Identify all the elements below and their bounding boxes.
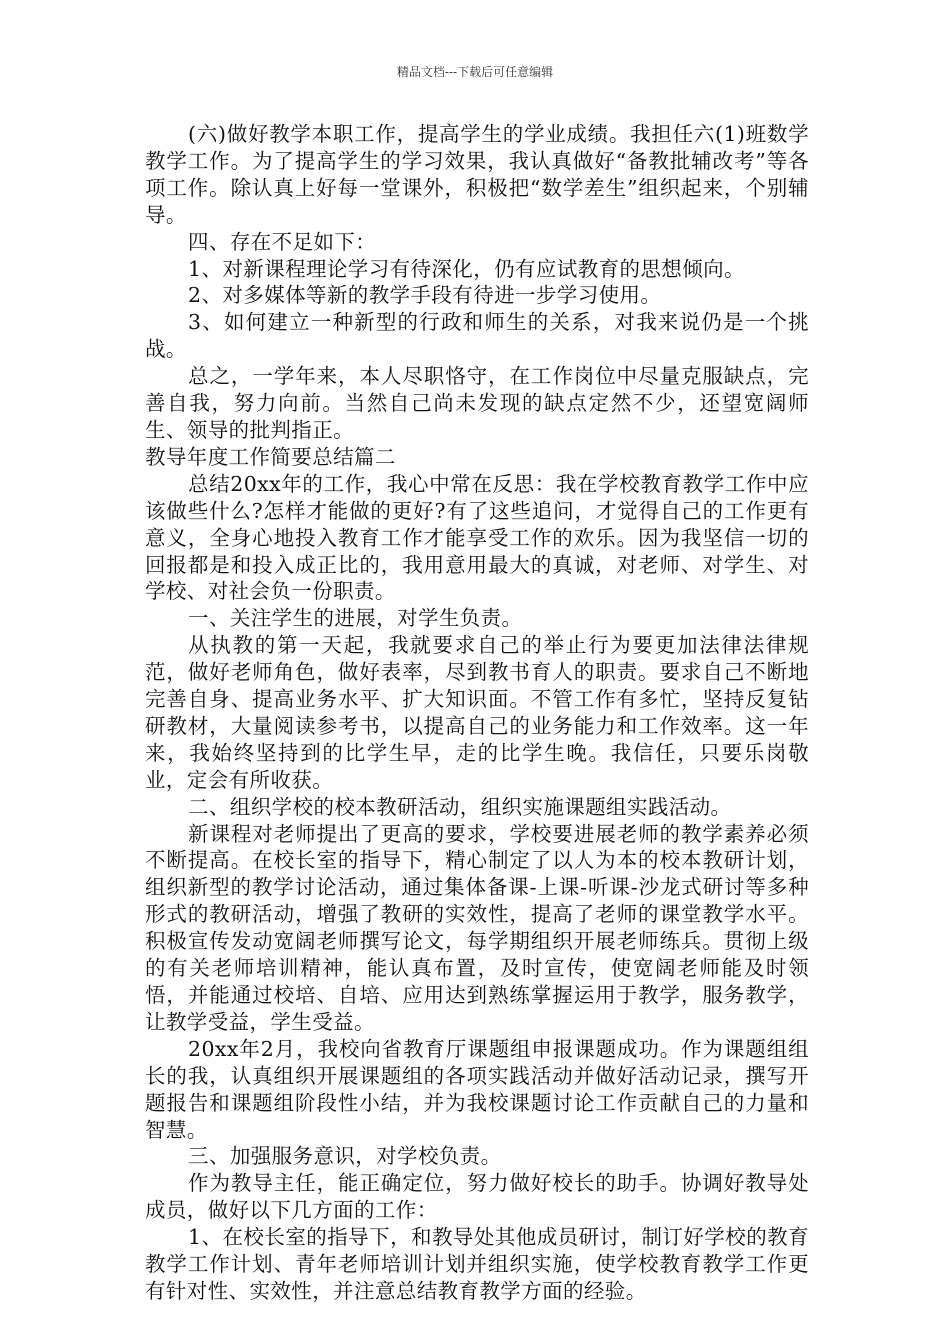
paragraph: 从执教的第一天起，我就要求自己的举止行为要更加法律法律规范，做好老师角色，做好表率，尽到教书育人的职责。要求自己不断地完善自身、提高业务水平、扩大知识面。不管工作有多忙，坚持反复钻研教材，大量阅读参考书，以提高自己的业务能力和工作效率。这一年来，我始终坚持到的比学生早，走的比学生晚。我信任，只要乐岗敬业，定会有所收获。 — [145, 633, 809, 792]
paragraph: 作为教导主任，能正确定位，努力做好校长的助手。协调好教导处成员，做好以下几方面的工作： — [145, 1171, 809, 1223]
list-item: 2、对多媒体等新的教学手段有待进一步学习使用。 — [188, 283, 662, 308]
document-body — [145, 121, 809, 1305]
list-item: 3、如何建立一种新型的行政和师生的关系，对我来说仍是一个挑战。 — [145, 310, 809, 362]
paragraph: 总之，一学年来，本人尽职恪守，在工作岗位中尽量克服缺点，完善自我，努力向前。当然自己尚未发现的缺点定然不少，还望宽阔师生、领导的批判指正。 — [145, 364, 809, 442]
section-heading: 四、存在不足如下： — [188, 229, 377, 254]
paragraph: 20xx年2月，我校向省教育厅课题组申报课题成功。作为课题组组长的我，认真组织开展课题组的各项实践活动并做好活动记录，撰写开题报告和课题组阶段性小结，并为我校课题讨论工作贡献自己的力量和智慧。 — [145, 1036, 809, 1142]
paragraph: 总结20xx年的工作，我心中常在反思：我在学校教育教学工作中应该做些什么?怎样才能做的更好?有了这些追问，才觉得自己的工作更有意义，全身心地投入教育工作才能享受工作的欢乐。因为我坚信一切的回报都是和投入成正比的，我用意用最大的真诚，对老师、对学生、对学校、对社会负一份职责。 — [145, 471, 809, 604]
paragraph: 新课程对老师提出了更高的要求，学校要进展老师的教学素养必须不断提高。在校长室的指导下，精心制定了以人为本的校本教研计划，组织新型的教学讨论活动，通过集体备课-上课-听课-沙龙式研讨等多种形式的教研活动，增强了教研的实效性，提高了老师的课堂教学水平。积极宣传发动宽阔老师撰写论文，每学期组织开展老师练兵。贯彻上级的有关老师培训精神，能认真布置，及时宣传，使宽阔老师能及时领悟，并能通过校培、自培、应用达到熟练掌握运用于教学，服务教学，让教学受益，学生受益。 — [145, 821, 809, 1034]
list-item: 1、对新课程理论学习有待深化，仍有应试教育的思想倾向。 — [188, 256, 745, 281]
paragraph: (六)做好教学本职工作，提高学生的学业成绩。我担任六(1)班数学教学工作。为了提高学生的学习效果，我认真做好“备教批辅改考”等各项工作。除认真上好每一堂课外，积极把“数学差生”组织起来，个别辅导。 — [145, 122, 809, 227]
list-item: 1、在校长室的指导下，和教导处其他成员研讨，制订好学校的教育教学工作计划、青年老师培训计划并组织实施，使学校教育教学工作更有针对性、实效性，并注意总结教育教学方面的经验。 — [145, 1225, 809, 1303]
page-header: 精品文档---下载后可任意编辑 — [396, 65, 554, 79]
section-heading: 一、关注学生的进展，对学生负责。 — [188, 606, 523, 631]
section-heading: 三、加强服务意识，对学校负责。 — [188, 1144, 502, 1169]
section-heading: 二、组织学校的校本教研活动，组织实施课题组实践活动。 — [188, 794, 732, 819]
article-title: 教导年度工作简要总结篇二 — [145, 444, 396, 469]
